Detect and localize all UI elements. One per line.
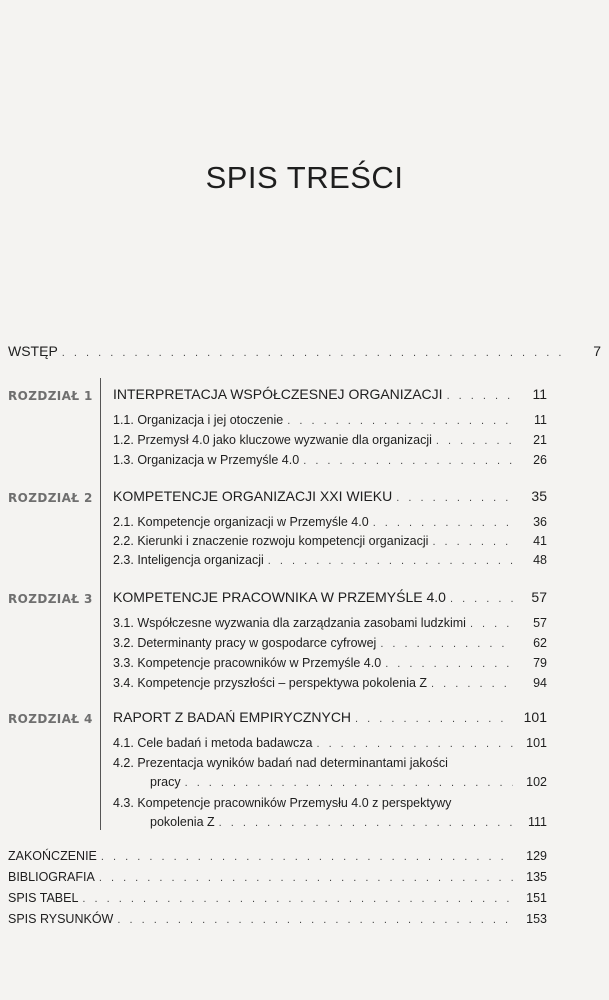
toc-page-number: 11 (534, 413, 547, 427)
toc-page-number: 41 (533, 534, 547, 548)
toc-page-number: 57 (531, 589, 547, 605)
toc-section[interactable] (113, 675, 547, 692)
dot-leader (101, 849, 513, 865)
toc-section[interactable] (113, 412, 547, 429)
toc-page-number: 94 (533, 676, 547, 690)
section-title: 3.1. Współczesne wyzwania dla zarządzania zasobami ludzkimi (113, 616, 466, 630)
chapter-divider-line (100, 378, 101, 830)
toc-entry-text: BIBLIOGRAFIA (8, 870, 95, 884)
toc-page-number: 7 (593, 343, 601, 359)
dot-leader (373, 515, 513, 531)
toc-section[interactable] (113, 635, 547, 652)
dot-leader (185, 775, 513, 791)
dot-leader (268, 553, 513, 569)
toc-entry-conclusion[interactable] (8, 848, 547, 865)
chapter-title: INTERPRETACJA WSPÓŁCZESNEJ ORGANIZACJI (113, 386, 443, 402)
chapter-title: KOMPETENCJE PRACOWNIKA W PRZEMYŚLE 4.0 (113, 589, 446, 605)
toc-section[interactable] (150, 814, 547, 831)
dot-leader (447, 388, 513, 404)
dot-leader (287, 413, 513, 429)
page-title: SPIS TREŚCI (205, 160, 404, 195)
toc-entry-text: SPIS RYSUNKÓW (8, 912, 114, 926)
toc-page-number: 135 (526, 870, 547, 884)
dot-leader (82, 891, 513, 907)
section-title: 1.1. Organizacja i jej otoczenie (113, 413, 284, 427)
toc-page-number: 79 (533, 656, 547, 670)
toc-section[interactable] (113, 514, 547, 531)
toc-entry-text: ZAKOŃCZENIE (8, 849, 97, 863)
toc-chapter-2[interactable] (113, 488, 547, 506)
toc-section[interactable] (113, 533, 547, 550)
dot-leader (385, 656, 513, 672)
toc-page-number: 129 (526, 849, 547, 863)
toc-chapter-1[interactable] (113, 386, 547, 404)
toc-chapter-4[interactable] (113, 709, 547, 727)
toc-entry-figures[interactable] (8, 911, 547, 928)
chapter-title: KOMPETENCJE ORGANIZACJI XXI WIEKU (113, 488, 393, 504)
toc-section[interactable] (113, 655, 547, 672)
dot-leader (99, 870, 513, 886)
dot-leader (62, 345, 567, 361)
section-title: 3.2. Determinanty pracy w gospodarce cyfrowej (113, 636, 377, 650)
toc-entry-text: WSTĘP (8, 343, 58, 359)
dot-leader (117, 912, 513, 928)
dot-leader (436, 433, 513, 449)
chapter-label: ROZDZIAŁ 2 (8, 491, 93, 505)
toc-page-number: 101 (526, 736, 547, 750)
toc-page-number: 153 (526, 912, 547, 926)
section-title: 4.1. Cele badań i metoda badawcza (113, 736, 313, 750)
toc-page-number: 102 (526, 775, 547, 789)
toc-section[interactable] (150, 774, 547, 791)
toc-section[interactable] (113, 552, 547, 569)
chapter-label: ROZDZIAŁ 3 (8, 592, 93, 606)
section-title[interactable]: 4.3. Kompetencje pracowników Przemysłu 4.0 z perspektywy (113, 796, 452, 810)
section-title-continued: pokolenia Z (150, 815, 215, 829)
section-title: 2.3. Inteligencja organizacji (113, 553, 264, 567)
dot-leader (431, 676, 513, 692)
section-title: 1.2. Przemysł 4.0 jako kluczowe wyzwanie dla organizacji (113, 433, 432, 447)
dot-leader (219, 815, 513, 831)
toc-page-number: 36 (533, 515, 547, 529)
dot-leader (355, 711, 513, 727)
dot-leader (316, 736, 513, 752)
toc-page-number: 57 (533, 616, 547, 630)
toc-entry-intro[interactable] (8, 343, 601, 361)
toc-entry-tables[interactable] (8, 890, 547, 907)
section-title[interactable]: 4.2. Prezentacja wyników badań nad determinantami jakości (113, 756, 448, 770)
toc-page-number: 111 (527, 815, 547, 829)
toc-section[interactable] (113, 452, 547, 469)
chapter-label: ROZDZIAŁ 1 (8, 389, 93, 403)
toc-page-number: 101 (523, 709, 547, 725)
section-title: 2.2. Kierunki i znaczenie rozwoju kompetencji organizacji (113, 534, 429, 548)
dot-leader (396, 490, 513, 506)
dot-leader (470, 616, 513, 632)
toc-page-number: 62 (533, 636, 547, 650)
toc-section[interactable] (113, 432, 547, 449)
dot-leader (432, 534, 513, 550)
section-title-continued: pracy (150, 775, 181, 789)
toc-chapter-3[interactable] (113, 589, 547, 607)
toc-page-number: 151 (526, 891, 547, 905)
toc-page-number: 48 (533, 553, 547, 567)
toc-page-number: 26 (533, 453, 547, 467)
toc-section[interactable] (113, 735, 547, 752)
dot-leader (303, 453, 513, 469)
section-title: 2.1. Kompetencje organizacji w Przemyśle 4.0 (113, 515, 369, 529)
section-title: 1.3. Organizacja w Przemyśle 4.0 (113, 453, 300, 467)
toc-entry-text: SPIS TABEL (8, 891, 79, 905)
dot-leader (380, 636, 513, 652)
dot-leader (450, 591, 513, 607)
toc-entry-bibliography[interactable] (8, 869, 547, 886)
toc-page-number: 21 (533, 433, 547, 447)
toc-page-number: 35 (531, 488, 547, 504)
section-title: 3.4. Kompetencje przyszłości – perspektywa pokolenia Z (113, 676, 428, 690)
toc-section[interactable] (113, 615, 547, 632)
chapter-title: RAPORT Z BADAŃ EMPIRYCZNYCH (113, 709, 352, 725)
section-title: 3.3. Kompetencje pracowników w Przemyśle 4.0 (113, 656, 382, 670)
chapter-label: ROZDZIAŁ 4 (8, 712, 93, 726)
toc-page-number: 11 (532, 386, 547, 402)
